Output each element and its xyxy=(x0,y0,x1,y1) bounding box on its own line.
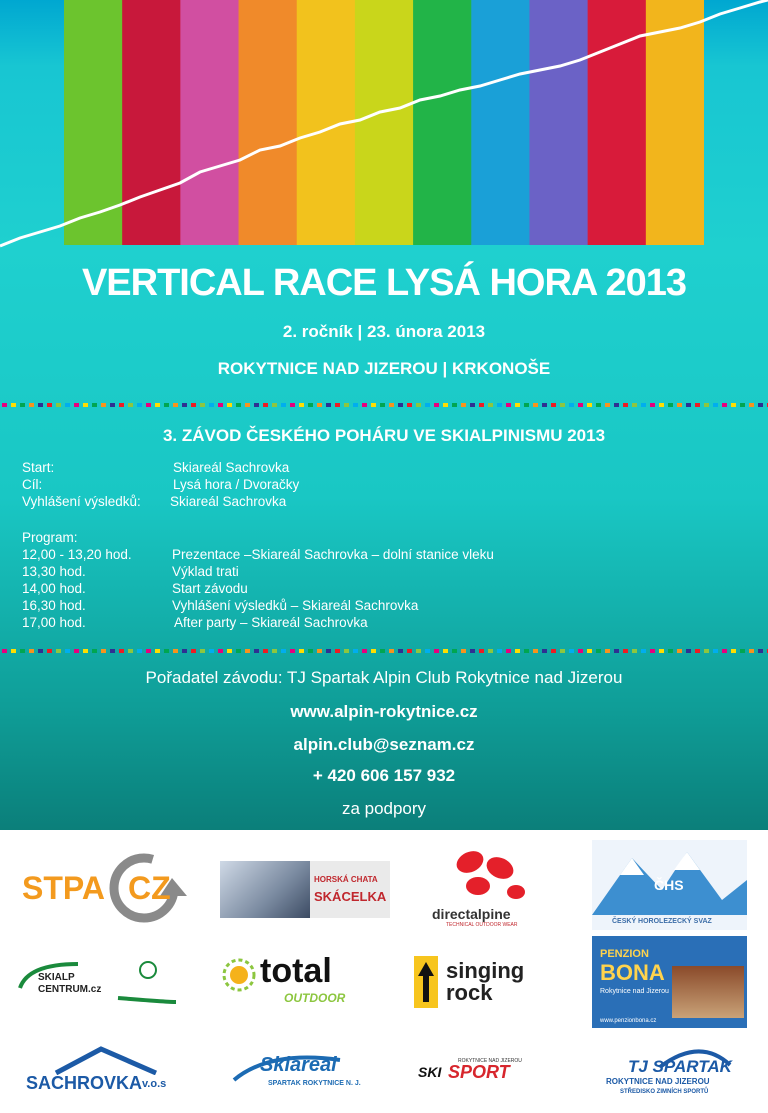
program-time: 13,30 hod. xyxy=(22,564,86,579)
divider-dot xyxy=(515,649,520,653)
divider-dot xyxy=(596,403,601,407)
divider-dot xyxy=(11,403,16,407)
divider-dot xyxy=(65,649,70,653)
sachrovka-suffix: v.o.s xyxy=(142,1078,167,1090)
divider-dot xyxy=(533,403,538,407)
divider-dot xyxy=(632,649,637,653)
divider-dot xyxy=(551,403,556,407)
skialp-line2: CENTRUM.cz xyxy=(38,984,102,995)
program-event: After party – Skiareál Sachrovka xyxy=(174,615,368,630)
stpa-cz-text: CZ xyxy=(128,870,171,906)
divider-dot xyxy=(11,649,16,653)
divider-dot xyxy=(236,403,241,407)
skialp-swoosh-icon xyxy=(18,958,178,1008)
divider-dot xyxy=(101,649,106,653)
divider-dot xyxy=(281,403,286,407)
divider-dot xyxy=(416,649,421,653)
info-value: Lysá hora / Dvoračky xyxy=(173,477,300,492)
divider-dot xyxy=(146,403,151,407)
divider-dot xyxy=(497,403,502,407)
info-row xyxy=(22,493,287,510)
program-time: 14,00 hod. xyxy=(22,581,86,596)
spartak-line3: STŘEDISKO ZIMNÍCH SPORTŮ xyxy=(620,1089,709,1095)
divider-dot xyxy=(470,403,475,407)
divider-dot xyxy=(164,403,169,407)
info-value: Skiareál Sachrovka xyxy=(173,460,290,475)
program-row xyxy=(22,580,248,597)
divider-dot xyxy=(713,403,718,407)
cup-heading: 3. ZÁVOD ČESKÉHO POHÁRU VE SKIALPINISMU 2013 xyxy=(162,426,606,445)
skisport-logo[interactable] xyxy=(418,1058,563,1090)
divider-dot xyxy=(542,649,547,653)
divider-dot xyxy=(110,649,115,653)
divider-dot xyxy=(668,649,673,653)
divider-dot xyxy=(407,403,412,407)
skisport-sub: ROKYTNICE NAD JIZEROU xyxy=(458,1058,522,1064)
divider-dot xyxy=(362,403,367,407)
program-row xyxy=(22,614,368,631)
divider-dot xyxy=(308,649,313,653)
divider-dot xyxy=(38,649,43,653)
divider-dot xyxy=(560,649,565,653)
divider-dot xyxy=(587,649,592,653)
divider-dot xyxy=(542,403,547,407)
divider-dot xyxy=(209,403,214,407)
chs-mark: ČHS xyxy=(654,877,684,893)
skiareal-sub: SPARTAK ROKYTNICE N. J. xyxy=(268,1080,361,1087)
divider-dot xyxy=(119,403,124,407)
divider-dot xyxy=(254,649,259,653)
divider-dot xyxy=(506,649,511,653)
divider-dot xyxy=(83,403,88,407)
divider-dot xyxy=(2,649,7,653)
info-row xyxy=(22,476,300,493)
divider-dot xyxy=(479,649,484,653)
divider-dot xyxy=(299,403,304,407)
email-link[interactable]: alpin.club@seznam.cz xyxy=(293,735,475,754)
divider-dot xyxy=(722,403,727,407)
divider-dot xyxy=(695,403,700,407)
divider-dot xyxy=(416,403,421,407)
divider-dot xyxy=(128,403,133,407)
skacelka-line2: SKÁCELKA xyxy=(314,889,387,904)
divider-dot xyxy=(326,403,331,407)
divider-dot xyxy=(659,403,664,407)
divider-dot xyxy=(758,649,763,653)
divider-dot xyxy=(371,649,376,653)
divider-dot xyxy=(578,649,583,653)
total-text: total xyxy=(260,952,332,990)
divider-dot xyxy=(614,403,619,407)
sponsors-area xyxy=(0,830,768,1113)
divider-dot xyxy=(362,649,367,653)
divider-dot xyxy=(623,403,628,407)
divider-dot xyxy=(236,649,241,653)
divider-dot xyxy=(758,403,763,407)
divider-dot xyxy=(479,403,484,407)
divider-dot xyxy=(20,649,25,653)
stpa-text: STPA xyxy=(22,870,105,906)
divider-dot xyxy=(56,649,61,653)
info-row xyxy=(22,459,290,476)
divider-dot xyxy=(686,649,691,653)
divider-dot xyxy=(47,649,52,653)
divider-dot xyxy=(308,403,313,407)
divider-dot xyxy=(569,403,574,407)
divider-dot xyxy=(92,649,97,653)
divider-dot xyxy=(704,649,709,653)
divider-dot xyxy=(164,649,169,653)
divider-dot xyxy=(398,403,403,407)
divider-dot xyxy=(578,403,583,407)
divider-dot xyxy=(740,403,745,407)
info-key: Cíl: xyxy=(22,477,43,492)
divider-dot xyxy=(38,403,43,407)
tj-spartak-logo[interactable] xyxy=(600,1043,750,1105)
divider-dot xyxy=(101,403,106,407)
divider-dot xyxy=(182,649,187,653)
divider-dot xyxy=(92,403,97,407)
program-event: Start závodu xyxy=(172,581,248,596)
spartak-line1: TJ SPARTAK xyxy=(628,1057,732,1076)
divider-dot xyxy=(605,649,610,653)
divider-dot xyxy=(155,649,160,653)
divider-dot xyxy=(263,403,268,407)
divider-dot xyxy=(317,403,322,407)
divider-dot xyxy=(74,649,79,653)
program-event: Výklad trati xyxy=(172,564,239,579)
sachrovka-logo[interactable] xyxy=(26,1045,186,1100)
divider-dot xyxy=(398,649,403,653)
divider-dot xyxy=(110,403,115,407)
divider-dot xyxy=(200,403,205,407)
divider-dot xyxy=(173,649,178,653)
page-title: VERTICAL RACE LYSÁ HORA 2013 xyxy=(81,262,687,304)
skacelka-line1: HORSKÁ CHATA xyxy=(314,875,378,884)
dotted-divider xyxy=(0,649,768,653)
divider-dot xyxy=(281,649,286,653)
bona-line2: BONA xyxy=(600,960,665,985)
footprints-icon xyxy=(428,848,548,906)
skisport-ski: SKI xyxy=(418,1064,442,1080)
outdoor-text: OUTDOOR xyxy=(284,991,346,1005)
divider-dot xyxy=(443,649,448,653)
divider-dot xyxy=(731,649,736,653)
program-time: 16,30 hod. xyxy=(22,598,86,613)
divider-dot xyxy=(677,649,682,653)
penzion-house xyxy=(672,966,744,1018)
divider-dot xyxy=(425,403,430,407)
divider-dot xyxy=(20,403,25,407)
divider-dot xyxy=(299,649,304,653)
stpa-logo[interactable] xyxy=(22,848,187,928)
divider-dot xyxy=(245,403,250,407)
divider-dot xyxy=(650,403,655,407)
divider-dot xyxy=(83,649,88,653)
divider-dot xyxy=(668,403,673,407)
divider-dot xyxy=(173,403,178,407)
divider-dot xyxy=(56,403,61,407)
divider-dot xyxy=(182,403,187,407)
divider-dot xyxy=(659,649,664,653)
info-value: Skiareál Sachrovka xyxy=(170,494,287,509)
spartak-line2: ROKYTNICE NAD JIZEROU xyxy=(606,1077,710,1086)
info-key: Vyhlášení výsledků: xyxy=(22,494,141,509)
program-time: 17,00 hod. xyxy=(22,615,86,630)
divider-dot xyxy=(389,403,394,407)
divider-dot xyxy=(290,403,295,407)
divider-dot xyxy=(263,649,268,653)
directalpine-name: directalpine xyxy=(432,906,511,922)
divider-dot xyxy=(29,649,34,653)
divider-dot xyxy=(344,649,349,653)
divider-dot xyxy=(596,649,601,653)
info-key: Start: xyxy=(22,460,55,475)
sachrovka-name: SACHROVKA xyxy=(26,1073,143,1093)
divider-dot xyxy=(524,403,529,407)
divider-dot xyxy=(335,649,340,653)
divider-dot xyxy=(119,649,124,653)
divider-dot xyxy=(290,649,295,653)
divider-dot xyxy=(218,403,223,407)
directalpine-tag: TECHNICAL OUTDOOR WEAR xyxy=(446,922,518,928)
divider-dot xyxy=(2,403,7,407)
divider-dot xyxy=(407,649,412,653)
divider-dot xyxy=(623,649,628,653)
divider-dot xyxy=(551,649,556,653)
chs-name: ČESKÝ HOROLEZECKÝ SVAZ xyxy=(612,918,712,925)
divider-dot xyxy=(488,649,493,653)
edition-date: 2. ročník | 23. února 2013 xyxy=(282,322,486,341)
divider-dot xyxy=(191,403,196,407)
divider-dot xyxy=(272,649,277,653)
program-row xyxy=(22,546,494,563)
directalpine-logo[interactable] xyxy=(428,848,548,928)
divider-dot xyxy=(704,403,709,407)
program-event: Prezentace –Skiareál Sachrovka – dolní stanice vleku xyxy=(172,547,494,562)
skiareal-name: Skiareal xyxy=(260,1054,337,1076)
divider-dot xyxy=(344,403,349,407)
divider-dot xyxy=(587,403,592,407)
rock-text: rock xyxy=(446,980,493,1005)
divider-dot xyxy=(632,403,637,407)
divider-dot xyxy=(641,403,646,407)
singing-rock-logo[interactable] xyxy=(414,956,564,1012)
divider-dot xyxy=(326,649,331,653)
sun-icon xyxy=(222,958,256,992)
skisport-sport: SPORT xyxy=(448,1062,510,1082)
divider-dot xyxy=(65,403,70,407)
divider-dot xyxy=(227,403,232,407)
divider-dot xyxy=(74,403,79,407)
divider-dot xyxy=(434,403,439,407)
divider-dot xyxy=(155,403,160,407)
divider-dot xyxy=(686,403,691,407)
skacelka-logo[interactable] xyxy=(220,861,390,918)
divider-dot xyxy=(371,403,376,407)
program-event: Vyhlášení výsledků – Skiareál Sachrovka xyxy=(172,598,419,613)
skacelka-photo xyxy=(220,861,310,918)
total-outdoor-logo[interactable] xyxy=(222,952,372,1012)
divider-dot xyxy=(254,403,259,407)
program-row xyxy=(22,563,239,580)
phone-number: + 420 606 157 932 xyxy=(312,766,456,785)
divider-dot xyxy=(641,649,646,653)
program-row xyxy=(22,597,419,614)
bona-url: www.penzionbona.cz xyxy=(600,1018,657,1024)
divider-dot xyxy=(146,649,151,653)
divider-dot xyxy=(740,649,745,653)
organizer: Pořadatel závodu: TJ Spartak Alpin Club Rokytnice nad Jizerou xyxy=(145,668,623,687)
divider-dot xyxy=(47,403,52,407)
divider-dot xyxy=(443,403,448,407)
divider-dot xyxy=(452,649,457,653)
program-label: Program: xyxy=(22,530,78,545)
divider-dot xyxy=(335,403,340,407)
divider-dot xyxy=(497,649,502,653)
divider-dot xyxy=(434,649,439,653)
dotted-divider xyxy=(0,403,768,407)
divider-dot xyxy=(29,403,34,407)
divider-dot xyxy=(614,649,619,653)
divider-dot xyxy=(272,403,277,407)
penzion-bona-logo[interactable] xyxy=(592,936,747,1028)
divider-dot xyxy=(245,649,250,653)
bona-line3: Rokytnice nad Jizerou xyxy=(600,988,669,995)
divider-dot xyxy=(128,649,133,653)
skialp-line1: SKIALP xyxy=(38,972,75,983)
location: ROKYTNICE NAD JIZEROU | KRKONOŠE xyxy=(217,359,551,378)
elevation-profile-line xyxy=(0,0,768,250)
divider-dot xyxy=(461,403,466,407)
race-info xyxy=(22,459,494,631)
divider-dot xyxy=(191,649,196,653)
divider-dot xyxy=(137,403,142,407)
roof-icon xyxy=(26,1045,186,1075)
divider-dot xyxy=(506,403,511,407)
program-time: 12,00 - 13,20 hod. xyxy=(22,547,132,562)
website-link[interactable]: www.alpin-rokytnice.cz xyxy=(290,702,478,721)
divider-dot xyxy=(695,649,700,653)
divider-dot xyxy=(515,403,520,407)
skialp-logo[interactable] xyxy=(18,958,178,1008)
divider-dot xyxy=(317,649,322,653)
chs-logo[interactable] xyxy=(592,840,747,930)
divider-dot xyxy=(209,649,214,653)
divider-dot xyxy=(650,649,655,653)
divider-dot xyxy=(470,649,475,653)
divider-dot xyxy=(461,649,466,653)
divider-dot xyxy=(200,649,205,653)
divider-dot xyxy=(488,403,493,407)
divider-dot xyxy=(452,403,457,407)
divider-dot xyxy=(605,403,610,407)
divider-dot xyxy=(731,403,736,407)
bona-line1: PENZION xyxy=(600,948,649,960)
divider-dot xyxy=(380,403,385,407)
divider-dot xyxy=(677,403,682,407)
divider-dot xyxy=(749,649,754,653)
divider-dot xyxy=(425,649,430,653)
divider-dot xyxy=(389,649,394,653)
divider-dot xyxy=(137,649,142,653)
divider-dot xyxy=(569,649,574,653)
divider-dot xyxy=(227,649,232,653)
divider-dot xyxy=(524,649,529,653)
up-arrow-icon xyxy=(414,956,438,1008)
divider-dot xyxy=(713,649,718,653)
divider-dot xyxy=(560,403,565,407)
divider-dot xyxy=(353,403,358,407)
divider-dot xyxy=(353,649,358,653)
divider-dot xyxy=(380,649,385,653)
skiareal-logo[interactable] xyxy=(230,1050,390,1096)
divider-dot xyxy=(722,649,727,653)
singing-text: singing xyxy=(446,958,525,983)
divider-dot xyxy=(218,649,223,653)
support-label: za podpory xyxy=(341,799,427,818)
divider-dot xyxy=(749,403,754,407)
divider-dot xyxy=(533,649,538,653)
